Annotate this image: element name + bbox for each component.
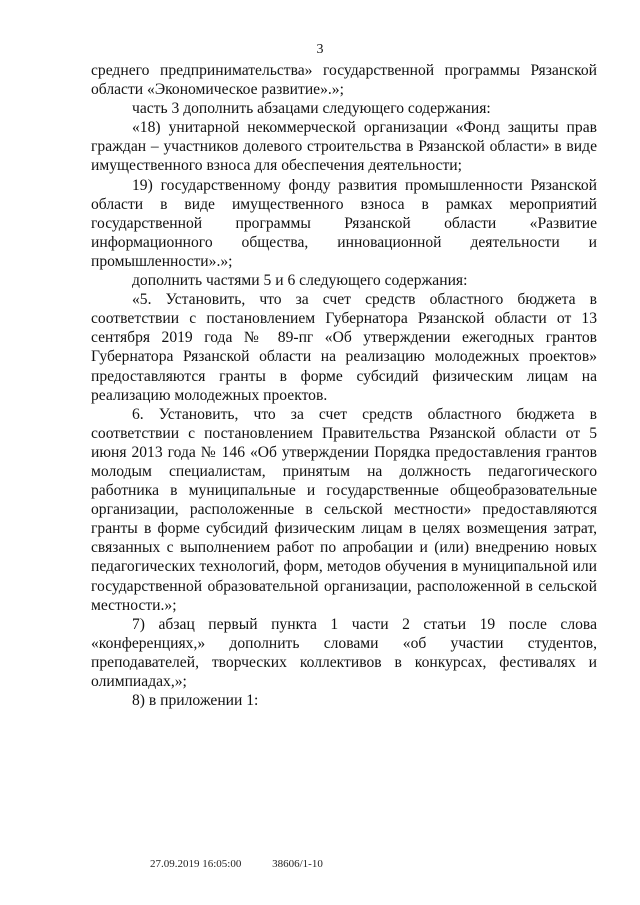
paragraph-part-5: «5. Установить, что за счет средств областного бюджета в соответствии с постановлением Губернатора Рязанской области от 13 сентября 2019 года № 89-пг «Об утверждении ежегодных грантов Губернатора Рязанской области на реализацию молодежных проектов» предоставляются гранты в форме субсидий физическим лицам на реализацию молодежных проектов. (91, 291, 597, 404)
paragraph-part-6: 6. Установить, что за счет средств областного бюджета в соответствии с постановлением Правительства Рязанской области от 5 июня 2013 года № 146 «Об утверждении Порядка предоставления грантов молодым специалистам, принятым на должность педагогического работника в муниципальные и государственные общеобразовательные организации, расположенные в сельской местности» предоставляются гранты в форме субсидий физическим лицам в целях возмещения затрат, связанных с выполнением работ по апробации и (или) внедрению новых педагогических технологий, форм, методов обучения в муниципальной или государственной образовательной организации, расположенной в сельской местности.»; (91, 405, 597, 614)
footer-timestamp: 27.09.2019 16:05:00 (150, 858, 242, 870)
paragraph-continuation: среднего предпринимательства» государственной программы Рязанской области «Экономическое развитие».»; (91, 62, 597, 99)
document-body (91, 61, 597, 710)
page-number: 3 (316, 42, 324, 57)
paragraph-item-7: 7) абзац первый пункта 1 части 2 статьи 19 после слова «конференциях,» дополнить словами «об участии студентов, преподавателей, творческих коллективов в конкурсах, фестивалях и олимпиадах,»; (91, 615, 597, 690)
paragraph-item-8: 8) в приложении 1: (132, 692, 259, 710)
paragraph-parts-5-6-intro: дополнить частями 5 и 6 следующего содержания: (132, 272, 468, 290)
paragraph-part3-intro: часть 3 дополнить абзацами следующего содержания: (132, 100, 491, 118)
footer-code: 38606/1-10 (272, 858, 323, 870)
paragraph-item-19: 19) государственному фонду развития промышленности Рязанской области в виде имущественного взноса в рамках мероприятий государственной программы Рязанской области «Развитие информационного общества, инновационной деятельности и промышленности».»; (91, 176, 597, 270)
paragraph-item-18: «18) унитарной некоммерческой организации «Фонд защиты прав граждан – участников долевого строительства в Рязанской области» в виде имущественного взноса для обеспечения деятельности; (91, 119, 597, 175)
document-footer (150, 858, 323, 871)
